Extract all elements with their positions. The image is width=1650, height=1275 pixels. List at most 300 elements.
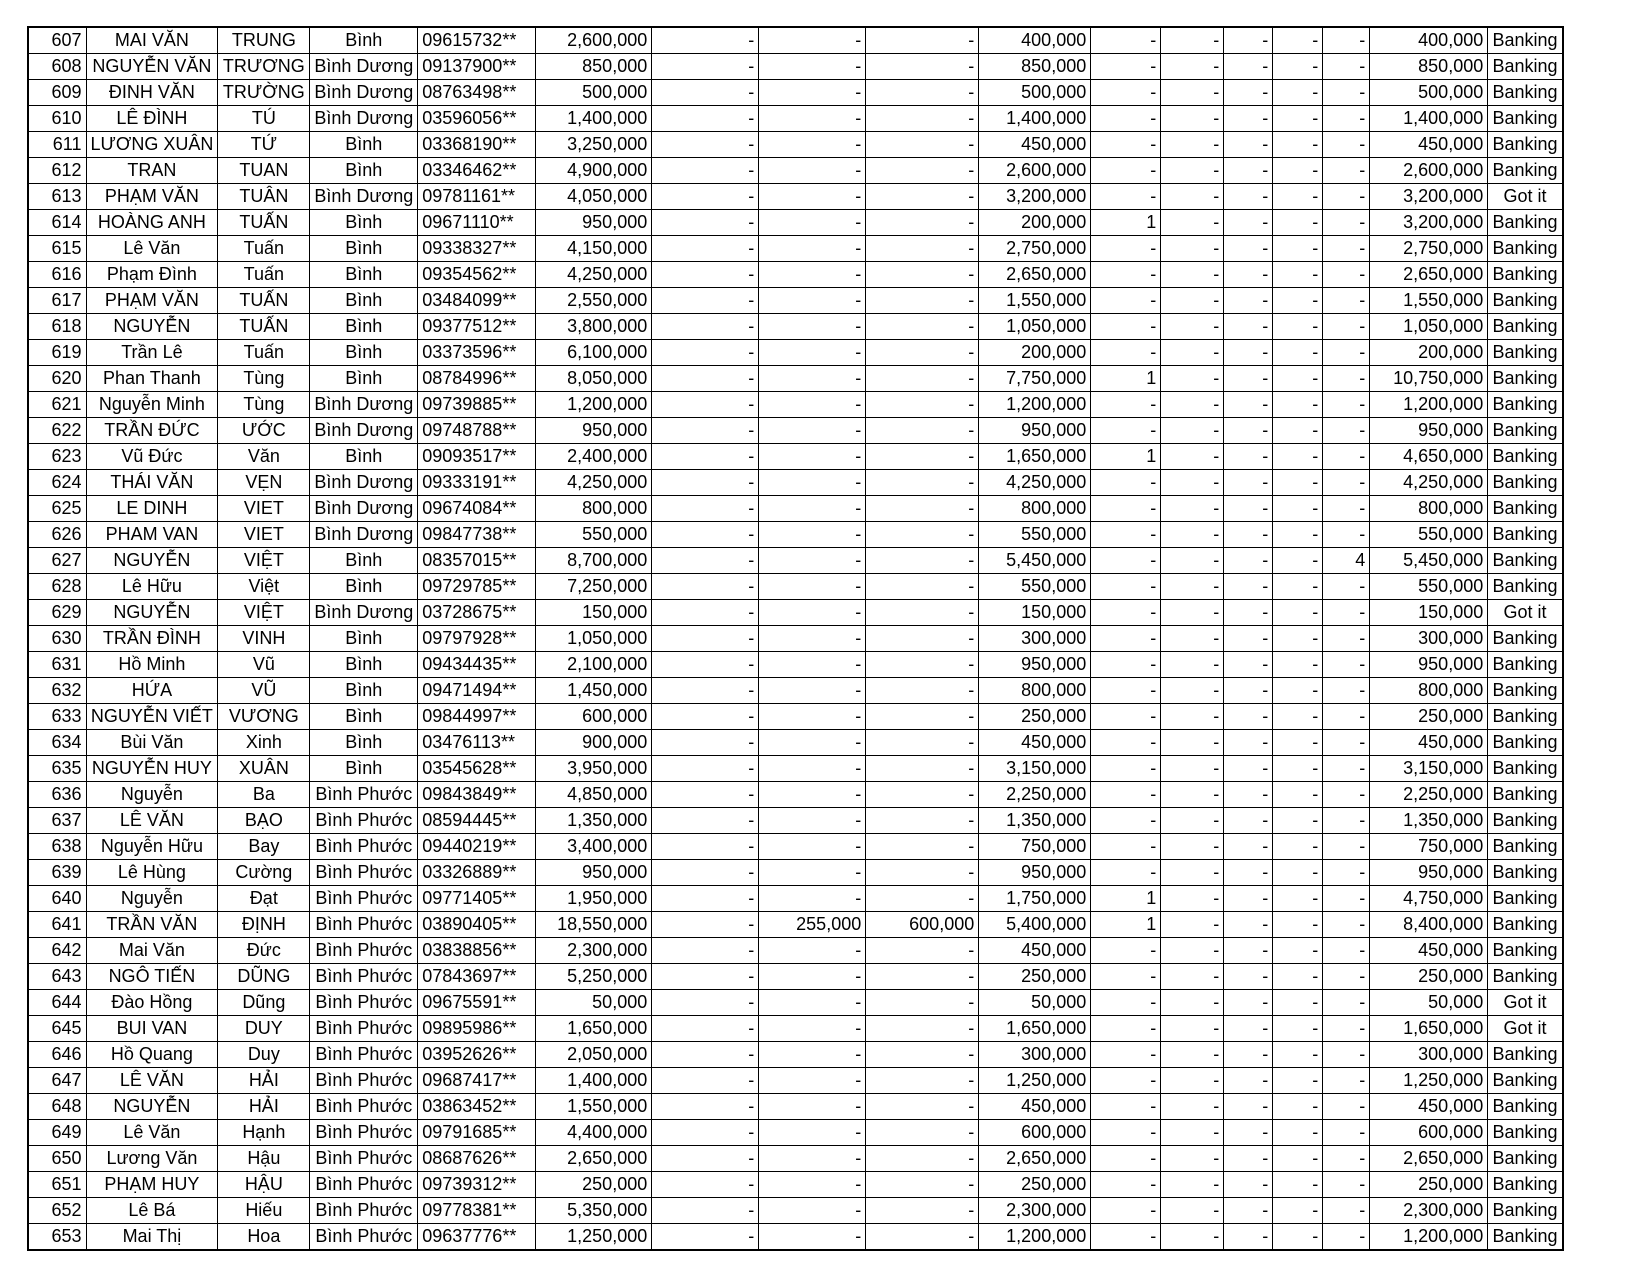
cell-paid-amount: 450,000 — [979, 730, 1091, 756]
cell-family-name: HỨA — [86, 678, 218, 704]
cell-count-e: - — [1323, 470, 1370, 496]
cell-row-number: 610 — [28, 106, 86, 132]
cell-col-b: - — [759, 27, 866, 54]
cell-count-e: - — [1323, 808, 1370, 834]
cell-count-a: - — [1091, 1146, 1161, 1172]
cell-count-b: - — [1161, 470, 1224, 496]
cell-family-name: Lương Văn — [86, 1146, 218, 1172]
cell-amount: 4,850,000 — [536, 782, 652, 808]
cell-province: Bình — [310, 158, 418, 184]
cell-payment-method: Banking — [1488, 1224, 1563, 1251]
cell-given-name: Đạt — [218, 886, 310, 912]
cell-col-c: - — [866, 548, 979, 574]
cell-col-b: 255,000 — [759, 912, 866, 938]
cell-total-amount: 1,650,000 — [1370, 1016, 1488, 1042]
cell-count-c: - — [1224, 366, 1273, 392]
cell-col-c: - — [866, 262, 979, 288]
cell-count-b: - — [1161, 314, 1224, 340]
cell-row-number: 632 — [28, 678, 86, 704]
cell-province: Bình — [310, 548, 418, 574]
cell-province: Bình Phước — [310, 938, 418, 964]
cell-col-a: - — [652, 678, 759, 704]
cell-count-d: - — [1273, 340, 1323, 366]
cell-count-c: - — [1224, 1042, 1273, 1068]
cell-family-name: NGUYỄN — [86, 600, 218, 626]
cell-col-b: - — [759, 288, 866, 314]
cell-payment-method: Banking — [1488, 106, 1563, 132]
cell-col-b: - — [759, 964, 866, 990]
cell-count-e: - — [1323, 340, 1370, 366]
cell-col-a: - — [652, 548, 759, 574]
cell-count-b: - — [1161, 1042, 1224, 1068]
cell-count-b: - — [1161, 1198, 1224, 1224]
cell-col-c: - — [866, 54, 979, 80]
cell-count-d: - — [1273, 860, 1323, 886]
table-row — [28, 756, 1563, 782]
cell-col-b: - — [759, 1016, 866, 1042]
cell-amount: 6,100,000 — [536, 340, 652, 366]
cell-paid-amount: 250,000 — [979, 964, 1091, 990]
cell-col-c: - — [866, 834, 979, 860]
cell-row-number: 643 — [28, 964, 86, 990]
cell-count-c: - — [1224, 340, 1273, 366]
cell-count-a: - — [1091, 1068, 1161, 1094]
cell-amount: 1,250,000 — [536, 1224, 652, 1251]
cell-payment-method: Got it — [1488, 600, 1563, 626]
cell-col-c: 600,000 — [866, 912, 979, 938]
table-row — [28, 782, 1563, 808]
cell-amount: 1,200,000 — [536, 392, 652, 418]
table-row — [28, 392, 1563, 418]
cell-amount: 1,450,000 — [536, 678, 652, 704]
cell-phone: 09778381** — [418, 1198, 536, 1224]
cell-paid-amount: 1,250,000 — [979, 1068, 1091, 1094]
cell-row-number: 617 — [28, 288, 86, 314]
cell-count-c: - — [1224, 600, 1273, 626]
cell-count-b: - — [1161, 1094, 1224, 1120]
cell-paid-amount: 550,000 — [979, 522, 1091, 548]
cell-phone: 09687417** — [418, 1068, 536, 1094]
cell-row-number: 645 — [28, 1016, 86, 1042]
cell-given-name: Hoa — [218, 1224, 310, 1251]
cell-count-c: - — [1224, 860, 1273, 886]
table-row — [28, 184, 1563, 210]
cell-paid-amount: 800,000 — [979, 678, 1091, 704]
cell-col-c: - — [866, 496, 979, 522]
cell-count-d: - — [1273, 496, 1323, 522]
cell-count-e: - — [1323, 1068, 1370, 1094]
cell-count-d: - — [1273, 912, 1323, 938]
cell-count-e: - — [1323, 1094, 1370, 1120]
cell-count-a: - — [1091, 27, 1161, 54]
cell-total-amount: 4,650,000 — [1370, 444, 1488, 470]
cell-count-d: - — [1273, 132, 1323, 158]
cell-given-name: Cường — [218, 860, 310, 886]
cell-province: Bình Phước — [310, 1198, 418, 1224]
cell-row-number: 620 — [28, 366, 86, 392]
cell-col-a: - — [652, 782, 759, 808]
cell-family-name: LÊ ĐÌNH — [86, 106, 218, 132]
cell-family-name: Lê Hùng — [86, 860, 218, 886]
cell-total-amount: 800,000 — [1370, 496, 1488, 522]
cell-amount: 1,350,000 — [536, 808, 652, 834]
cell-row-number: 636 — [28, 782, 86, 808]
cell-count-b: - — [1161, 210, 1224, 236]
cell-col-a: - — [652, 522, 759, 548]
cell-paid-amount: 550,000 — [979, 574, 1091, 600]
cell-col-c: - — [866, 27, 979, 54]
cell-row-number: 647 — [28, 1068, 86, 1094]
cell-phone: 09637776** — [418, 1224, 536, 1251]
cell-count-a: - — [1091, 288, 1161, 314]
cell-given-name: TUẤN — [218, 314, 310, 340]
cell-total-amount: 850,000 — [1370, 54, 1488, 80]
cell-family-name: PHAM VAN — [86, 522, 218, 548]
cell-count-d: - — [1273, 1068, 1323, 1094]
cell-col-c: - — [866, 418, 979, 444]
cell-total-amount: 800,000 — [1370, 678, 1488, 704]
cell-given-name: XUÂN — [218, 756, 310, 782]
cell-paid-amount: 950,000 — [979, 860, 1091, 886]
cell-phone: 09847738** — [418, 522, 536, 548]
cell-count-a: - — [1091, 80, 1161, 106]
cell-given-name: HẬU — [218, 1172, 310, 1198]
cell-amount: 5,250,000 — [536, 964, 652, 990]
cell-col-c: - — [866, 990, 979, 1016]
cell-col-a: - — [652, 1198, 759, 1224]
cell-paid-amount: 2,250,000 — [979, 782, 1091, 808]
cell-count-b: - — [1161, 158, 1224, 184]
cell-row-number: 651 — [28, 1172, 86, 1198]
cell-count-c: - — [1224, 184, 1273, 210]
cell-payment-method: Banking — [1488, 314, 1563, 340]
cell-count-b: - — [1161, 418, 1224, 444]
cell-row-number: 652 — [28, 1198, 86, 1224]
cell-given-name: DUY — [218, 1016, 310, 1042]
cell-paid-amount: 2,650,000 — [979, 262, 1091, 288]
cell-count-d: - — [1273, 288, 1323, 314]
table-row — [28, 288, 1563, 314]
cell-total-amount: 1,050,000 — [1370, 314, 1488, 340]
cell-amount: 8,050,000 — [536, 366, 652, 392]
cell-col-a: - — [652, 1094, 759, 1120]
cell-family-name: TRẦN ĐÌNH — [86, 626, 218, 652]
cell-count-e: - — [1323, 54, 1370, 80]
cell-amount: 900,000 — [536, 730, 652, 756]
cell-count-a: 1 — [1091, 210, 1161, 236]
cell-count-d: - — [1273, 1146, 1323, 1172]
cell-province: Bình — [310, 314, 418, 340]
cell-payment-method: Banking — [1488, 496, 1563, 522]
cell-count-a: - — [1091, 1042, 1161, 1068]
cell-amount: 4,250,000 — [536, 262, 652, 288]
cell-col-c: - — [866, 678, 979, 704]
cell-given-name: Đức — [218, 938, 310, 964]
cell-col-b: - — [759, 990, 866, 1016]
cell-family-name: NGUYỄN HUY — [86, 756, 218, 782]
cell-count-d: - — [1273, 262, 1323, 288]
cell-row-number: 615 — [28, 236, 86, 262]
cell-row-number: 634 — [28, 730, 86, 756]
table-row — [28, 1146, 1563, 1172]
table-row — [28, 106, 1563, 132]
table-row — [28, 80, 1563, 106]
cell-count-b: - — [1161, 444, 1224, 470]
cell-count-c: - — [1224, 27, 1273, 54]
cell-province: Bình Phước — [310, 1094, 418, 1120]
cell-total-amount: 400,000 — [1370, 27, 1488, 54]
cell-count-e: - — [1323, 314, 1370, 340]
cell-count-b: - — [1161, 1016, 1224, 1042]
cell-col-c: - — [866, 860, 979, 886]
cell-family-name: Phạm Đình — [86, 262, 218, 288]
cell-paid-amount: 2,300,000 — [979, 1198, 1091, 1224]
cell-count-d: - — [1273, 1016, 1323, 1042]
cell-col-b: - — [759, 704, 866, 730]
cell-row-number: 621 — [28, 392, 86, 418]
cell-total-amount: 300,000 — [1370, 626, 1488, 652]
cell-count-a: - — [1091, 782, 1161, 808]
cell-count-d: - — [1273, 366, 1323, 392]
cell-col-c: - — [866, 366, 979, 392]
cell-row-number: 624 — [28, 470, 86, 496]
cell-col-b: - — [759, 496, 866, 522]
cell-family-name: Hồ Quang — [86, 1042, 218, 1068]
cell-payment-method: Banking — [1488, 210, 1563, 236]
cell-total-amount: 5,450,000 — [1370, 548, 1488, 574]
cell-count-c: - — [1224, 1120, 1273, 1146]
cell-paid-amount: 450,000 — [979, 1094, 1091, 1120]
cell-payment-method: Banking — [1488, 262, 1563, 288]
cell-payment-method: Banking — [1488, 730, 1563, 756]
cell-count-b: - — [1161, 80, 1224, 106]
cell-col-c: - — [866, 756, 979, 782]
cell-paid-amount: 1,650,000 — [979, 1016, 1091, 1042]
cell-phone: 09781161** — [418, 184, 536, 210]
cell-payment-method: Banking — [1488, 834, 1563, 860]
cell-count-a: - — [1091, 522, 1161, 548]
cell-phone: 03326889** — [418, 860, 536, 886]
cell-phone: 09797928** — [418, 626, 536, 652]
cell-count-e: - — [1323, 938, 1370, 964]
cell-count-b: - — [1161, 678, 1224, 704]
cell-count-a: - — [1091, 106, 1161, 132]
cell-row-number: 649 — [28, 1120, 86, 1146]
cell-count-a: - — [1091, 1120, 1161, 1146]
cell-count-d: - — [1273, 886, 1323, 912]
cell-count-a: - — [1091, 340, 1161, 366]
cell-phone: 09771405** — [418, 886, 536, 912]
cell-province: Bình — [310, 132, 418, 158]
cell-col-b: - — [759, 392, 866, 418]
table-row — [28, 262, 1563, 288]
cell-count-b: - — [1161, 860, 1224, 886]
cell-count-d: - — [1273, 782, 1323, 808]
cell-col-a: - — [652, 392, 759, 418]
cell-phone: 09377512** — [418, 314, 536, 340]
cell-payment-method: Banking — [1488, 1068, 1563, 1094]
cell-family-name: PHẠM VĂN — [86, 288, 218, 314]
cell-payment-method: Banking — [1488, 54, 1563, 80]
cell-total-amount: 2,600,000 — [1370, 158, 1488, 184]
cell-given-name: Tuấn — [218, 262, 310, 288]
cell-count-d: - — [1273, 938, 1323, 964]
cell-count-b: - — [1161, 1146, 1224, 1172]
cell-col-b: - — [759, 1224, 866, 1251]
cell-col-b: - — [759, 236, 866, 262]
cell-payment-method: Banking — [1488, 756, 1563, 782]
cell-family-name: MAI VĂN — [86, 27, 218, 54]
cell-count-e: - — [1323, 730, 1370, 756]
cell-count-b: - — [1161, 730, 1224, 756]
cell-col-c: - — [866, 106, 979, 132]
cell-col-b: - — [759, 938, 866, 964]
cell-payment-method: Banking — [1488, 288, 1563, 314]
cell-col-b: - — [759, 184, 866, 210]
cell-col-b: - — [759, 782, 866, 808]
cell-count-d: - — [1273, 626, 1323, 652]
cell-count-a: - — [1091, 834, 1161, 860]
cell-row-number: 644 — [28, 990, 86, 1016]
cell-given-name: VẸN — [218, 470, 310, 496]
table-row — [28, 704, 1563, 730]
cell-row-number: 608 — [28, 54, 86, 80]
cell-col-a: - — [652, 496, 759, 522]
cell-col-a: - — [652, 704, 759, 730]
cell-count-c: - — [1224, 210, 1273, 236]
cell-total-amount: 950,000 — [1370, 418, 1488, 444]
cell-col-a: - — [652, 860, 759, 886]
cell-count-e: - — [1323, 782, 1370, 808]
cell-payment-method: Got it — [1488, 1016, 1563, 1042]
table-row — [28, 210, 1563, 236]
cell-row-number: 607 — [28, 27, 86, 54]
cell-col-c: - — [866, 444, 979, 470]
cell-col-a: - — [652, 1146, 759, 1172]
cell-col-b: - — [759, 132, 866, 158]
cell-col-c: - — [866, 470, 979, 496]
cell-row-number: 625 — [28, 496, 86, 522]
cell-phone: 03952626** — [418, 1042, 536, 1068]
cell-count-d: - — [1273, 444, 1323, 470]
cell-total-amount: 450,000 — [1370, 938, 1488, 964]
cell-count-d: - — [1273, 704, 1323, 730]
cell-count-b: - — [1161, 288, 1224, 314]
cell-family-name: LE DINH — [86, 496, 218, 522]
cell-province: Bình Dương — [310, 54, 418, 80]
table-row — [28, 626, 1563, 652]
cell-row-number: 626 — [28, 522, 86, 548]
cell-count-b: - — [1161, 1068, 1224, 1094]
cell-count-a: - — [1091, 808, 1161, 834]
cell-family-name: ĐINH VĂN — [86, 80, 218, 106]
cell-count-a: - — [1091, 756, 1161, 782]
cell-amount: 1,550,000 — [536, 1094, 652, 1120]
table-row — [28, 964, 1563, 990]
cell-family-name: Hồ Minh — [86, 652, 218, 678]
cell-col-c: - — [866, 1224, 979, 1251]
cell-col-a: - — [652, 184, 759, 210]
cell-amount: 1,400,000 — [536, 106, 652, 132]
cell-count-b: - — [1161, 548, 1224, 574]
cell-phone: 09674084** — [418, 496, 536, 522]
cell-col-c: - — [866, 1042, 979, 1068]
cell-col-c: - — [866, 938, 979, 964]
cell-total-amount: 1,550,000 — [1370, 288, 1488, 314]
cell-row-number: 637 — [28, 808, 86, 834]
cell-count-a: 1 — [1091, 444, 1161, 470]
cell-amount: 500,000 — [536, 80, 652, 106]
cell-row-number: 638 — [28, 834, 86, 860]
cell-paid-amount: 1,650,000 — [979, 444, 1091, 470]
cell-payment-method: Banking — [1488, 80, 1563, 106]
cell-col-a: - — [652, 600, 759, 626]
cell-count-a: - — [1091, 1172, 1161, 1198]
cell-amount: 2,100,000 — [536, 652, 652, 678]
cell-province: Bình — [310, 288, 418, 314]
cell-col-b: - — [759, 418, 866, 444]
cell-phone: 09675591** — [418, 990, 536, 1016]
cell-count-a: - — [1091, 730, 1161, 756]
cell-col-a: - — [652, 886, 759, 912]
cell-total-amount: 250,000 — [1370, 964, 1488, 990]
cell-given-name: Hiếu — [218, 1198, 310, 1224]
cell-count-a: - — [1091, 548, 1161, 574]
cell-count-e: - — [1323, 1224, 1370, 1251]
cell-count-c: - — [1224, 132, 1273, 158]
cell-count-a: - — [1091, 626, 1161, 652]
cell-count-d: - — [1273, 54, 1323, 80]
cell-paid-amount: 3,200,000 — [979, 184, 1091, 210]
cell-col-a: - — [652, 54, 759, 80]
cell-payment-method: Banking — [1488, 964, 1563, 990]
cell-amount: 950,000 — [536, 418, 652, 444]
cell-col-b: - — [759, 756, 866, 782]
cell-amount: 800,000 — [536, 496, 652, 522]
cell-amount: 50,000 — [536, 990, 652, 1016]
cell-payment-method: Banking — [1488, 522, 1563, 548]
cell-total-amount: 450,000 — [1370, 730, 1488, 756]
cell-phone: 09434435** — [418, 652, 536, 678]
cell-amount: 950,000 — [536, 210, 652, 236]
cell-count-d: - — [1273, 574, 1323, 600]
cell-family-name: Nguyễn Hữu — [86, 834, 218, 860]
cell-total-amount: 1,250,000 — [1370, 1068, 1488, 1094]
cell-count-d: - — [1273, 600, 1323, 626]
cell-family-name: Nguyễn Minh — [86, 392, 218, 418]
cell-phone: 08357015** — [418, 548, 536, 574]
cell-total-amount: 50,000 — [1370, 990, 1488, 1016]
cell-count-b: - — [1161, 938, 1224, 964]
cell-row-number: 648 — [28, 1094, 86, 1120]
cell-family-name: Mai Văn — [86, 938, 218, 964]
cell-province: Bình — [310, 236, 418, 262]
cell-payment-method: Banking — [1488, 652, 1563, 678]
cell-col-a: - — [652, 730, 759, 756]
cell-count-c: - — [1224, 652, 1273, 678]
cell-amount: 150,000 — [536, 600, 652, 626]
cell-col-c: - — [866, 288, 979, 314]
cell-count-d: - — [1273, 678, 1323, 704]
cell-count-e: - — [1323, 1016, 1370, 1042]
cell-paid-amount: 7,750,000 — [979, 366, 1091, 392]
cell-amount: 2,650,000 — [536, 1146, 652, 1172]
cell-count-c: - — [1224, 756, 1273, 782]
cell-count-a: - — [1091, 470, 1161, 496]
cell-given-name: Dũng — [218, 990, 310, 1016]
cell-col-b: - — [759, 522, 866, 548]
cell-payment-method: Banking — [1488, 132, 1563, 158]
